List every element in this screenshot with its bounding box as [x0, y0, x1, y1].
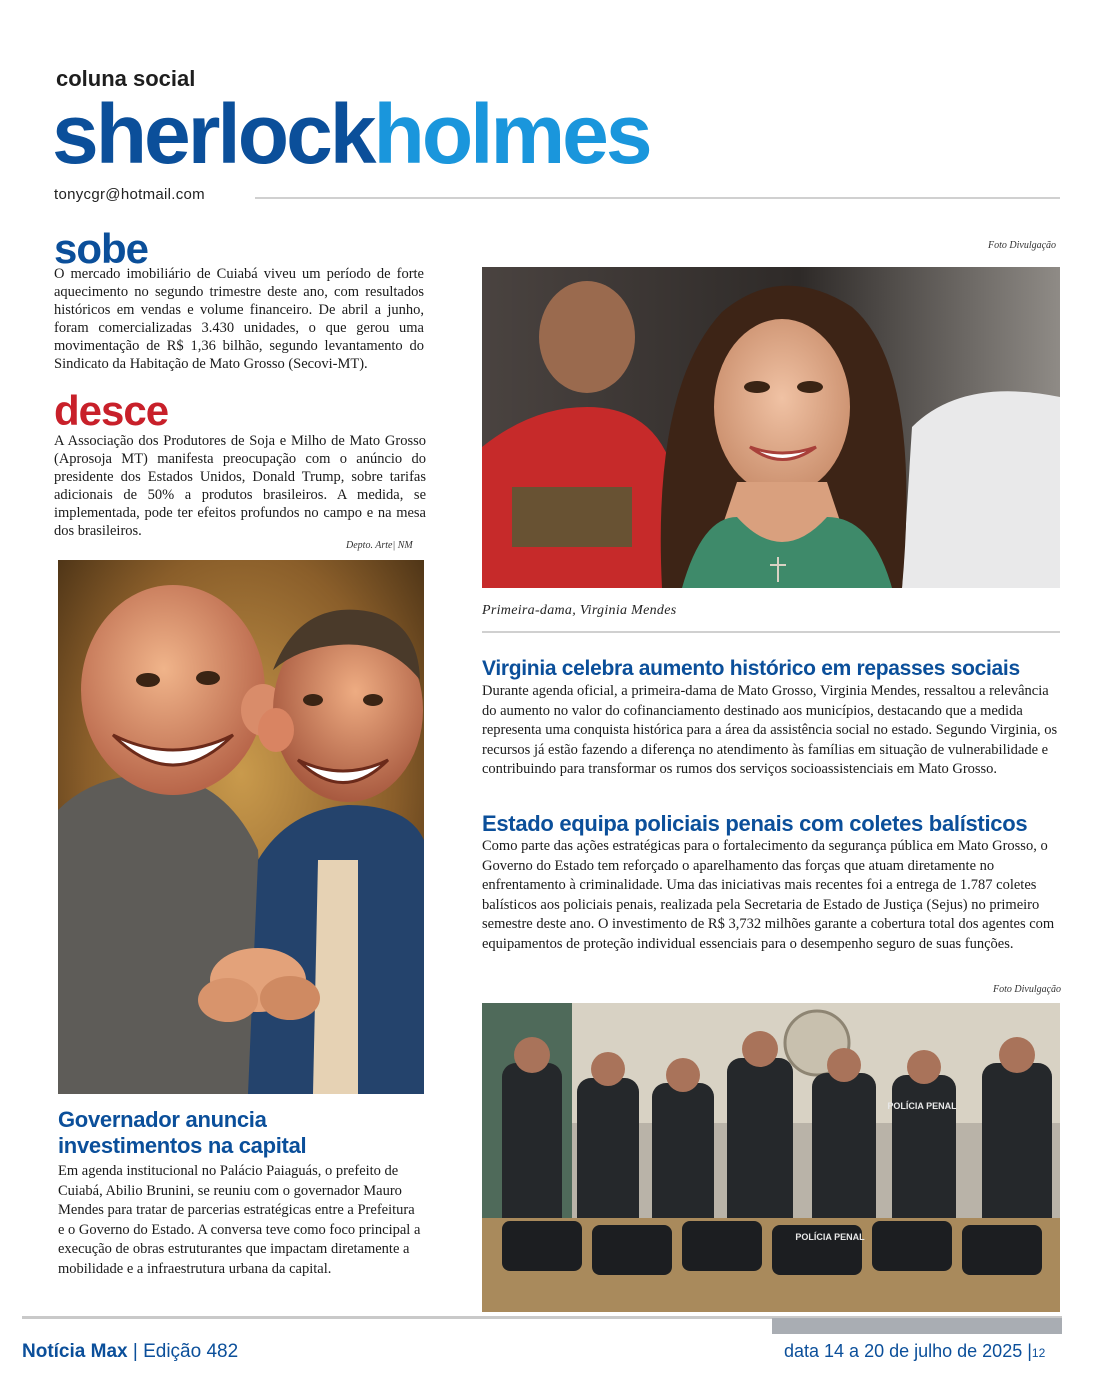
desce-heading: desce [54, 387, 169, 434]
virginia-photo [482, 267, 1060, 588]
footer-brand [22, 1341, 238, 1363]
sobe-text: O mercado imobiliário de Cuiabá viveu um período de forte aquecimento no segundo trimestre deste ano, com resultados históricos em vendas e volume financeiro. De abril a junho, foram comercializadas 3.430 unidades, o que gerou uma movimentação de R$ 1,36 bilhão, segundo levantamento do Sindicato da Habitação de Mato Grosso (Secovi-MT). [54, 266, 424, 372]
vest-label-a: POLÍCIA PENAL [795, 1232, 865, 1242]
edition-date: data 14 a 20 de julho de 2025 [784, 1341, 1023, 1361]
police-photo [482, 1003, 1060, 1312]
virginia-article-text: Durante agenda oficial, a primeira-dama de Mato Grosso, Virginia Mendes, ressaltou a relevância do aumento no valor do cofinanciamento destinado aos municípios, destacando que a medida representa uma conquista histórica para a área da assistência social no estado. Segundo Virginia, os recursos já estão fazendo a diferença no atendimento às famílias em situação de vulnerabilidade e contribuindo para transformar os rumos dos serviços socioassistenciais em Mato Grosso. [482, 683, 1058, 777]
police-photo-credit: Foto Divulgação [993, 984, 1062, 995]
brand-name: Notícia Max [22, 1341, 128, 1362]
brand-separator: | [132, 1341, 138, 1362]
sobe-heading: sobe [54, 225, 149, 272]
caricature-illustration [58, 560, 424, 1094]
masthead [52, 87, 650, 181]
estado-article-title: Estado equipa policiais penais com coletes balísticos [482, 811, 1028, 836]
page-number: 12 [1031, 1346, 1046, 1360]
footer-accent-bar [772, 1318, 1062, 1334]
author-email[interactable]: tonycgr@hotmail.com [54, 186, 205, 203]
footer-date [784, 1341, 1045, 1362]
virginia-photo-credit: Foto Divulgação [988, 240, 1057, 251]
masthead-part-1: sherlock [52, 87, 374, 181]
estado-article-text: Como parte das ações estratégicas para o fortalecimento da segurança pública em Mato Grosso, o Governo do Estado tem reforçado o aparelhamento das forças que atuam diretamente no enfrentamento à criminalidade. Uma das iniciativas mais recentes foi a entrega de 1.787 coletes balísticos aos policiais penais, realizada pela Secretaria de Estado de Justiça (Sejus) no primeiro semestre deste ano. O investimento de R$ 3,732 milhões garante a cobertura total dos agentes com equipamentos de proteção individual essenciais para o desempenho seguro de suas funções. [482, 838, 1055, 952]
governador-title-line-2: investimentos na capital [58, 1133, 307, 1158]
edition-number: Edição 482 [143, 1341, 239, 1362]
virginia-article-title: Virginia celebra aumento histórico em repasses sociais [482, 657, 1020, 680]
desce-text: A Associação dos Produtores de Soja e Milho de Mato Grosso (Aprosoja MT) manifesta preocupação com o anúncio do presidente dos Estados Unidos, Donald Trump, sobre tarifas adicionais de 50% a produtos brasileiros. A medida, se implementada, pode ter efeitos profundos no campo e na mesa dos brasileiros. [54, 433, 426, 539]
header-divider [255, 197, 1060, 199]
vest-label-b: POLÍCIA PENAL [887, 1101, 957, 1111]
governador-article-title [58, 1107, 428, 1159]
column-kicker: coluna social [56, 66, 196, 91]
date-separator: | [1027, 1341, 1032, 1361]
virginia-photo-caption: Primeira-dama, Virginia Mendes [482, 603, 677, 618]
art-credit: Depto. Arte| NM [346, 540, 413, 551]
governador-article-text: Em agenda institucional no Palácio Paiaguás, o prefeito de Cuiabá, Abilio Brunini, se reuniu com o governador Mauro Mendes para tratar de parcerias estratégicas entre a Prefeitura e o Governo do Estado. A conversa teve como foco principal a execução de obras estruturantes que impactam diretamente a mobilidade e a infraestrutura urbana da capital. [58, 1163, 421, 1277]
governador-title-line-1: Governador anuncia [58, 1107, 267, 1132]
masthead-part-2: holmes [373, 87, 650, 181]
section-divider [482, 631, 1060, 633]
